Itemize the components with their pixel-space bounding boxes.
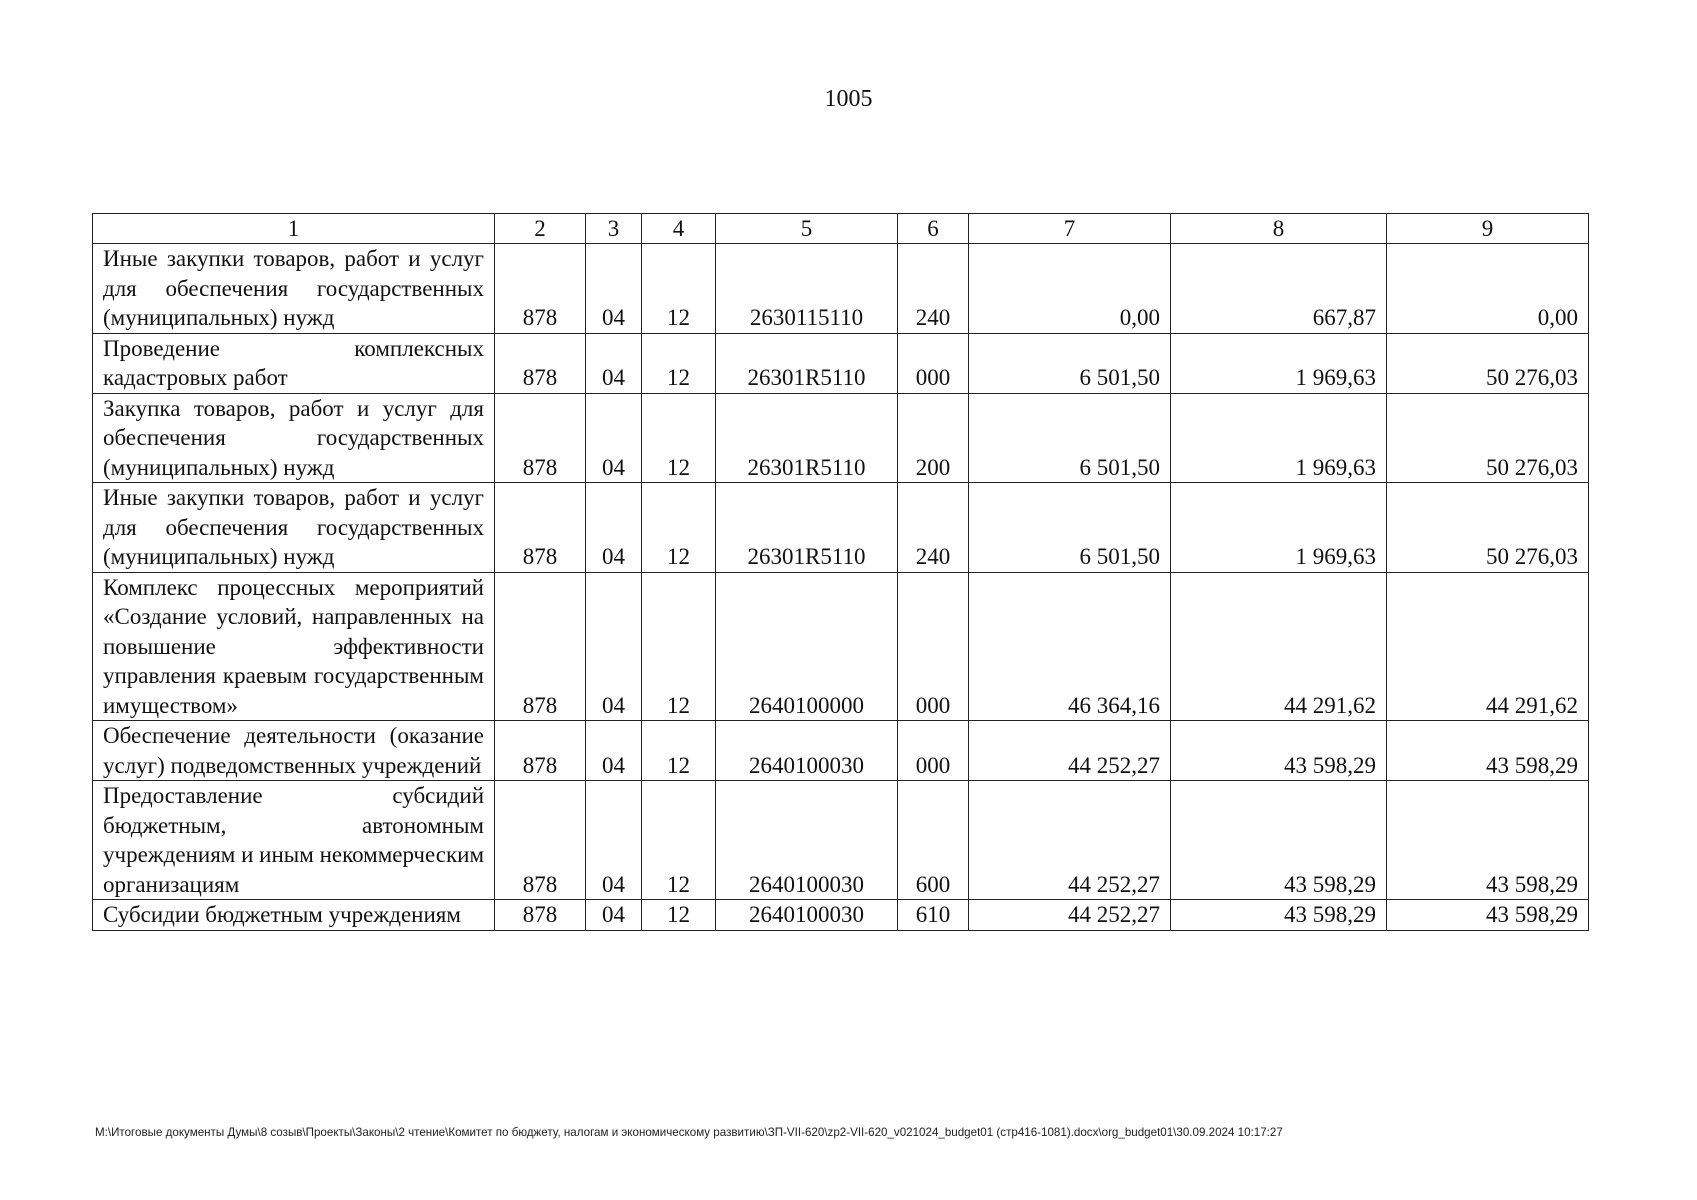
row-amount-col7: 0,00	[969, 244, 1171, 334]
table-row	[93, 244, 1589, 334]
row-amount-col9: 50 276,03	[1387, 483, 1589, 573]
row-section-code: 04	[586, 393, 642, 483]
document-path-footer: M:\Итоговые документы Думы\8 созыв\Проекты\Законы\2 чтение\Комитет по бюджету, налогам и экономическому развитию\ЗП-VII-620\zp2-VII-620_v021024_budget01 (стр416-1081).docx\org_budget01\30.09.2024 10:17:27	[95, 1126, 1283, 1139]
row-amount-col8: 44 291,62	[1171, 572, 1387, 721]
row-target-article: 2640100030	[716, 721, 898, 781]
row-section-code: 04	[586, 900, 642, 931]
row-subsection-code: 12	[642, 393, 716, 483]
row-name: Субсидии бюджетным учреждениям	[93, 900, 495, 931]
row-target-article: 26301R5110	[716, 393, 898, 483]
row-ministry-code: 878	[495, 900, 586, 931]
row-subsection-code: 12	[642, 721, 716, 781]
row-amount-col7: 44 252,27	[969, 721, 1171, 781]
header-row	[93, 214, 1589, 244]
row-subsection-code: 12	[642, 244, 716, 334]
row-target-article: 26301R5110	[716, 333, 898, 393]
row-amount-col9: 50 276,03	[1387, 393, 1589, 483]
row-amount-col8: 43 598,29	[1171, 721, 1387, 781]
row-expense-type: 610	[898, 900, 969, 931]
table-row	[93, 333, 1589, 393]
row-amount-col8: 1 969,63	[1171, 393, 1387, 483]
row-amount-col8: 43 598,29	[1171, 900, 1387, 931]
row-name: Проведение комплексных кадастровых работ	[93, 333, 495, 393]
header-col-2: 2	[495, 214, 586, 244]
table-row	[93, 900, 1589, 931]
row-subsection-code: 12	[642, 333, 716, 393]
row-amount-col7: 6 501,50	[969, 333, 1171, 393]
header-col-5: 5	[716, 214, 898, 244]
row-amount-col8: 43 598,29	[1171, 781, 1387, 900]
row-expense-type: 600	[898, 781, 969, 900]
header-col-7: 7	[969, 214, 1171, 244]
row-amount-col8: 1 969,63	[1171, 483, 1387, 573]
row-amount-col7: 6 501,50	[969, 393, 1171, 483]
row-amount-col9: 43 598,29	[1387, 781, 1589, 900]
budget-table	[92, 213, 1589, 931]
row-ministry-code: 878	[495, 244, 586, 334]
header-col-6: 6	[898, 214, 969, 244]
row-amount-col7: 6 501,50	[969, 483, 1171, 573]
row-amount-col8: 1 969,63	[1171, 333, 1387, 393]
row-name: Обеспечение деятельности (оказание услуг) подведомственных учреждений	[93, 721, 495, 781]
row-amount-col7: 44 252,27	[969, 781, 1171, 900]
row-expense-type: 000	[898, 572, 969, 721]
row-target-article: 26301R5110	[716, 483, 898, 573]
row-expense-type: 240	[898, 483, 969, 573]
table-row	[93, 781, 1589, 900]
row-section-code: 04	[586, 781, 642, 900]
row-amount-col8: 667,87	[1171, 244, 1387, 334]
row-target-article: 2640100000	[716, 572, 898, 721]
row-ministry-code: 878	[495, 781, 586, 900]
row-name: Иные закупки товаров, работ и услуг для обеспечения государственных (муниципальных) нужд	[93, 483, 495, 573]
header-col-9: 9	[1387, 214, 1589, 244]
row-section-code: 04	[586, 572, 642, 721]
row-amount-col9: 0,00	[1387, 244, 1589, 334]
row-subsection-code: 12	[642, 781, 716, 900]
table-row	[93, 483, 1589, 573]
row-target-article: 2640100030	[716, 781, 898, 900]
row-section-code: 04	[586, 483, 642, 573]
row-ministry-code: 878	[495, 393, 586, 483]
row-name: Предоставление субсидий бюджетным, автономным учреждениям и иным некоммерческим организациям	[93, 781, 495, 900]
row-ministry-code: 878	[495, 483, 586, 573]
row-ministry-code: 878	[495, 333, 586, 393]
table-row	[93, 572, 1589, 721]
page-number: 1005	[824, 86, 873, 112]
header-col-3: 3	[586, 214, 642, 244]
row-ministry-code: 878	[495, 572, 586, 721]
row-section-code: 04	[586, 721, 642, 781]
header-col-8: 8	[1171, 214, 1387, 244]
row-amount-col9: 50 276,03	[1387, 333, 1589, 393]
row-name: Комплекс процессных мероприятий «Создание условий, направленных на повышение эффективности управления краевым государственным имуществом»	[93, 572, 495, 721]
row-subsection-code: 12	[642, 572, 716, 721]
table-row	[93, 393, 1589, 483]
row-name: Иные закупки товаров, работ и услуг для обеспечения государственных (муниципальных) нужд	[93, 244, 495, 334]
row-amount-col7: 46 364,16	[969, 572, 1171, 721]
row-expense-type: 000	[898, 721, 969, 781]
row-subsection-code: 12	[642, 900, 716, 931]
row-name: Закупка товаров, работ и услуг для обеспечения государственных (муниципальных) нужд	[93, 393, 495, 483]
row-target-article: 2640100030	[716, 900, 898, 931]
row-section-code: 04	[586, 244, 642, 334]
table-row	[93, 721, 1589, 781]
row-section-code: 04	[586, 333, 642, 393]
row-amount-col9: 43 598,29	[1387, 900, 1589, 931]
row-amount-col9: 43 598,29	[1387, 721, 1589, 781]
row-expense-type: 200	[898, 393, 969, 483]
row-expense-type: 240	[898, 244, 969, 334]
row-subsection-code: 12	[642, 483, 716, 573]
header-col-4: 4	[642, 214, 716, 244]
row-expense-type: 000	[898, 333, 969, 393]
row-amount-col9: 44 291,62	[1387, 572, 1589, 721]
row-amount-col7: 44 252,27	[969, 900, 1171, 931]
row-target-article: 2630115110	[716, 244, 898, 334]
header-col-1: 1	[93, 214, 495, 244]
row-ministry-code: 878	[495, 721, 586, 781]
